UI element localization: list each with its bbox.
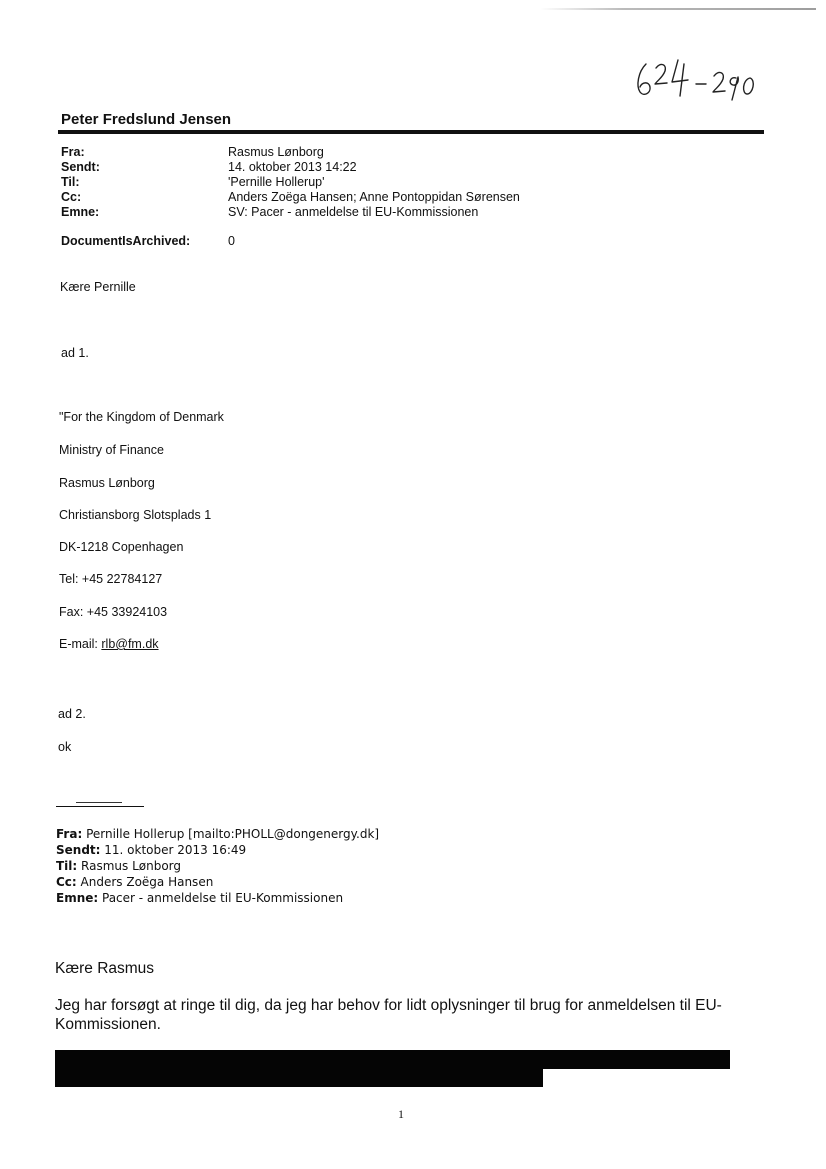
- scan-artifact-line: [540, 8, 816, 10]
- forwarded-to-value: Rasmus Lønborg: [77, 859, 182, 873]
- subject-label: Emne:: [61, 205, 100, 219]
- to-label: Til:: [61, 175, 80, 189]
- redaction-bar: [55, 1050, 730, 1069]
- ok-text: ok: [58, 740, 72, 754]
- fax-line: Fax: +45 33924103: [59, 605, 168, 619]
- forwarded-cc-label: Cc:: [56, 875, 77, 889]
- page-number: 1: [398, 1107, 404, 1121]
- forwarded-from-label: Fra:: [56, 827, 83, 841]
- archived-label: DocumentIsArchived:: [61, 234, 191, 248]
- address-line-3: Rasmus Lønborg: [59, 476, 155, 490]
- forwarded-cc: [56, 875, 213, 889]
- forwarded-subject-value: Pacer - anmeldelse til EU-Kommissionen: [98, 891, 344, 905]
- address-line-1: "For the Kingdom of Denmark: [59, 410, 224, 424]
- message-line-1: Jeg har forsøgt at ringe til dig, da jeg har behov for lidt oplysninger til brug for anmeldelsen til EU-: [55, 997, 722, 1014]
- subject-value: SV: Pacer - anmeldelse til EU-Kommissionen: [228, 205, 479, 219]
- forwarded-sent-value: 11. oktober 2013 16:49: [100, 843, 247, 857]
- separator-mark: [76, 802, 122, 803]
- archived-value: 0: [228, 234, 235, 248]
- address-line-2: Ministry of Finance: [59, 443, 164, 457]
- forwarded-cc-value: Anders Zoëga Hansen: [76, 875, 214, 889]
- to-value: 'Pernille Hollerup': [228, 175, 325, 189]
- phone-line: Tel: +45 22784127: [59, 572, 163, 586]
- forwarded-from-value: Pernille Hollerup [mailto:PHOLL@dongenergy.dk]: [82, 827, 380, 841]
- forwarded-subject-label: Emne:: [56, 891, 99, 905]
- redaction-bar: [55, 1068, 543, 1087]
- greeting: Kære Pernille: [60, 280, 136, 294]
- email-link[interactable]: rlb@fm.dk: [101, 637, 159, 651]
- email-line: [59, 637, 159, 651]
- message-line-2: Kommissionen.: [55, 1016, 161, 1033]
- sent-value: 14. oktober 2013 14:22: [228, 160, 357, 174]
- header-divider: [58, 130, 764, 134]
- message-greeting: Kære Rasmus: [55, 960, 155, 977]
- sent-label: Sendt:: [61, 160, 100, 174]
- from-label: Fra:: [61, 145, 85, 159]
- handwritten-reference: [634, 56, 764, 106]
- address-line-4: Christiansborg Slotsplads 1: [59, 508, 212, 522]
- ad2-heading: ad 2.: [58, 707, 86, 721]
- from-value: Rasmus Lønborg: [228, 145, 324, 159]
- forwarded-sent-label: Sendt:: [56, 843, 101, 857]
- address-line-5: DK-1218 Copenhagen: [59, 540, 184, 554]
- forwarded-to-label: Til:: [56, 859, 78, 873]
- cc-value: Anders Zoëga Hansen; Anne Pontoppidan Sørensen: [228, 190, 520, 204]
- forwarded-from: [56, 827, 379, 841]
- cc-label: Cc:: [61, 190, 82, 204]
- forwarded-separator: [56, 806, 144, 807]
- forwarded-sent: [56, 843, 246, 857]
- email-label: E-mail:: [59, 637, 102, 651]
- forwarded-to: [56, 859, 181, 873]
- forwarded-subject: [56, 891, 343, 905]
- sender-name: Peter Fredslund Jensen: [61, 111, 232, 128]
- ad1-heading: ad 1.: [61, 346, 89, 360]
